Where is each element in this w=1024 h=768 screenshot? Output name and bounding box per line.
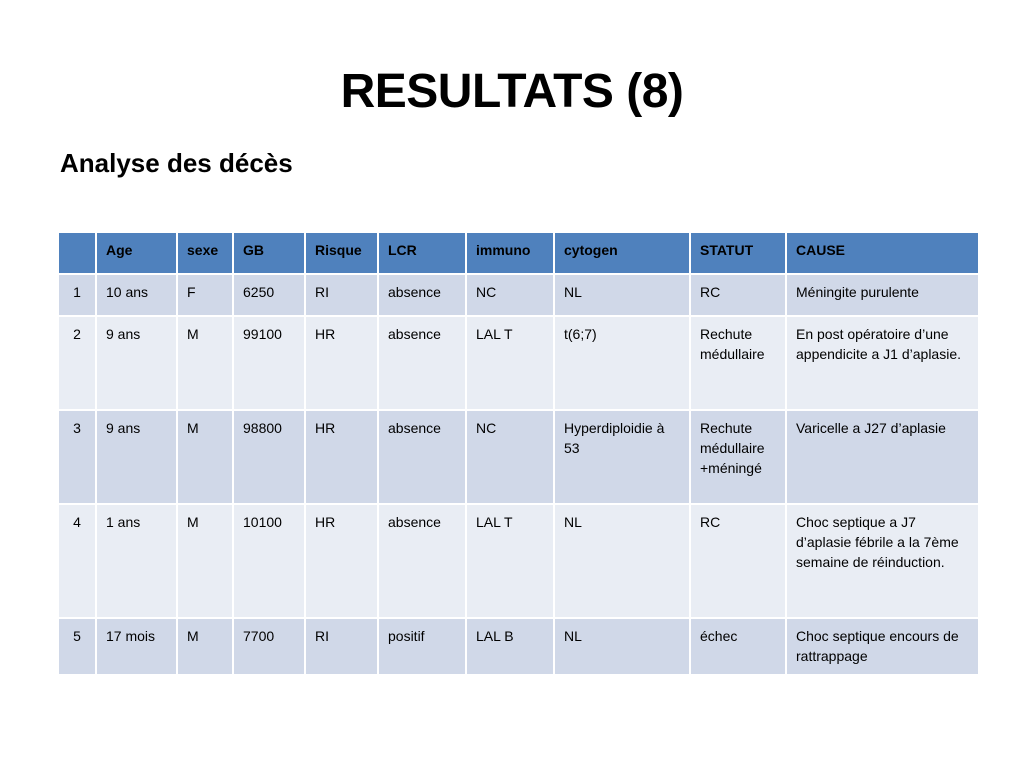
table-row bbox=[58, 316, 979, 410]
table-row bbox=[58, 504, 979, 618]
cell-index: 1 bbox=[58, 274, 96, 316]
cell-sexe: M bbox=[177, 410, 233, 504]
cell-statut: échec bbox=[690, 618, 786, 675]
header-gb: GB bbox=[233, 232, 305, 274]
cell-age: 1 ans bbox=[96, 504, 177, 618]
cell-index: 4 bbox=[58, 504, 96, 618]
cell-cause: En post opératoire d’une appendicite a J1 d’aplasie. bbox=[786, 316, 979, 410]
cell-cytogen: Hyperdiploidie à 53 bbox=[554, 410, 690, 504]
header-lcr: LCR bbox=[378, 232, 466, 274]
cell-cause: Varicelle a J27 d’aplasie bbox=[786, 410, 979, 504]
cell-age: 9 ans bbox=[96, 410, 177, 504]
cell-sexe: M bbox=[177, 316, 233, 410]
cell-cause: Méningite purulente bbox=[786, 274, 979, 316]
cell-statut: Rechute médullaire +méningé bbox=[690, 410, 786, 504]
cell-sexe: F bbox=[177, 274, 233, 316]
header-risque: Risque bbox=[305, 232, 378, 274]
cell-immuno: LAL B bbox=[466, 618, 554, 675]
cell-sexe: M bbox=[177, 504, 233, 618]
cell-risque: RI bbox=[305, 274, 378, 316]
cell-cause: Choc septique encours de rattrappage bbox=[786, 618, 979, 675]
cell-statut: RC bbox=[690, 274, 786, 316]
table-row bbox=[58, 410, 979, 504]
cell-index: 3 bbox=[58, 410, 96, 504]
table-row bbox=[58, 618, 979, 675]
slide-subtitle: Analyse des décès bbox=[60, 148, 293, 178]
cell-risque: HR bbox=[305, 504, 378, 618]
cell-lcr: absence bbox=[378, 316, 466, 410]
header-cause: CAUSE bbox=[786, 232, 979, 274]
cell-index: 2 bbox=[58, 316, 96, 410]
table-row bbox=[58, 274, 979, 316]
header-sexe: sexe bbox=[177, 232, 233, 274]
cell-cytogen: NL bbox=[554, 504, 690, 618]
cell-age: 17 mois bbox=[96, 618, 177, 675]
cell-lcr: absence bbox=[378, 274, 466, 316]
cell-gb: 99100 bbox=[233, 316, 305, 410]
cell-sexe: M bbox=[177, 618, 233, 675]
cell-gb: 7700 bbox=[233, 618, 305, 675]
cell-age: 9 ans bbox=[96, 316, 177, 410]
cell-index: 5 bbox=[58, 618, 96, 675]
header-immuno: immuno bbox=[466, 232, 554, 274]
cell-cytogen: NL bbox=[554, 618, 690, 675]
cell-cause: Choc septique a J7 d’aplasie fébrile a la 7ème semaine de réinduction. bbox=[786, 504, 979, 618]
cell-age: 10 ans bbox=[96, 274, 177, 316]
cell-statut: Rechute médullaire bbox=[690, 316, 786, 410]
header-cytogen: cytogen bbox=[554, 232, 690, 274]
cell-risque: RI bbox=[305, 618, 378, 675]
cell-risque: HR bbox=[305, 410, 378, 504]
header-statut: STATUT bbox=[690, 232, 786, 274]
cell-lcr: absence bbox=[378, 504, 466, 618]
results-table bbox=[57, 231, 980, 676]
table-header-row bbox=[58, 232, 979, 274]
cell-immuno: NC bbox=[466, 410, 554, 504]
slide-title: RESULTATS (8) bbox=[340, 65, 684, 118]
cell-lcr: positif bbox=[378, 618, 466, 675]
cell-immuno: LAL T bbox=[466, 316, 554, 410]
cell-immuno: NC bbox=[466, 274, 554, 316]
cell-statut: RC bbox=[690, 504, 786, 618]
header-index bbox=[58, 232, 96, 274]
cell-cytogen: NL bbox=[554, 274, 690, 316]
cell-gb: 98800 bbox=[233, 410, 305, 504]
header-age: Age bbox=[96, 232, 177, 274]
cell-gb: 6250 bbox=[233, 274, 305, 316]
cell-lcr: absence bbox=[378, 410, 466, 504]
cell-cytogen: t(6;7) bbox=[554, 316, 690, 410]
cell-risque: HR bbox=[305, 316, 378, 410]
cell-immuno: LAL T bbox=[466, 504, 554, 618]
cell-gb: 10100 bbox=[233, 504, 305, 618]
